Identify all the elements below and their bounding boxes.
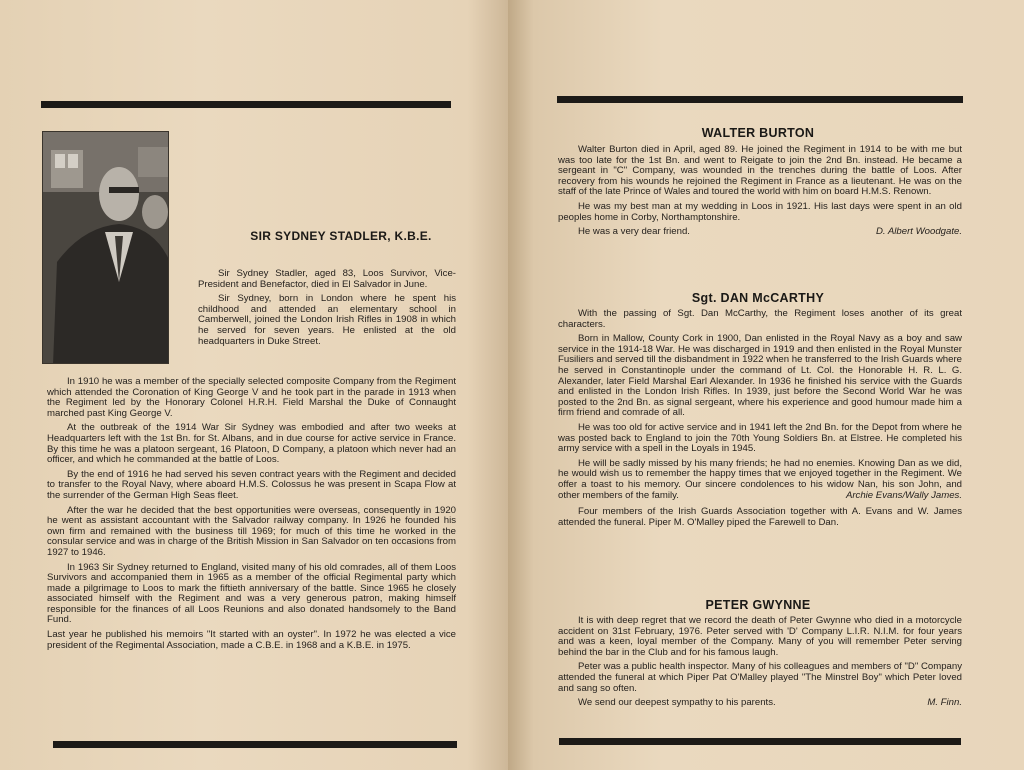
- mccarthy-signature: Archie Evans/Wally James.: [845, 489, 962, 501]
- left-page: [0, 0, 508, 770]
- portrait-illustration: [43, 132, 169, 364]
- paragraph: Peter was a public health inspector. Many of his colleagues and members of "D" Company attended the funeral at which Piper Pat O'Malley played "The Minstrel Boy" which Peter loved and sang so often.: [558, 661, 962, 694]
- stadler-intro-text: [198, 269, 456, 351]
- paragraph: In 1910 he was a member of the specially selected composite Company from the Regiment which attended the Coronation of King George V and he took part in the parade in 1913 when the Regiment led by the Honorary Colonel H.R.H. Field Marshal the Duke of Connaught marched past King George V.: [47, 376, 456, 419]
- stadler-body-text: [47, 377, 456, 655]
- gwynne-closing: We send our deepest sympathy to his parents.: [578, 697, 776, 709]
- top-rule-right: [557, 96, 963, 103]
- paragraph: In 1963 Sir Sydney returned to England, visited many of his old comrades, all of them Loos Survivors and accompanied them in 1965 as a member of the official Regimental party which made a pilgrimage to Loos to mark the fiftieth anniversary of the battle. Since 1965 he closely associated himself with the Regiment and was a very generous patron, making himself responsible for the finances of all Loos Reunions and also donated handsomely to the Band Fund.: [47, 561, 456, 626]
- paragraph: [558, 459, 962, 501]
- bottom-rule-right: [559, 738, 961, 745]
- paragraph: By the end of 1916 he had served his seven contract years with the Regiment and decided to transfer to the Royal Navy, where aboard H.M.S. Colossus he was present in Scapa Flow at the surrender of the German High Seas fleet.: [47, 468, 456, 501]
- burton-text: [558, 145, 962, 242]
- paragraph: Last year he published his memoirs "It started with an oyster". In 1972 he was elected a vice president of the Regimental Association, made a C.B.E. in 1968 and a K.B.E. in 1975.: [47, 629, 456, 651]
- mccarthy-text: [558, 309, 962, 532]
- top-rule-left: [41, 101, 451, 108]
- gwynne-signature: M. Finn.: [927, 697, 962, 709]
- right-page: [508, 0, 1024, 770]
- paragraph: Born in Mallow, County Cork in 1900, Dan enlisted in the Royal Navy as a boy and saw service in the 1914-18 War. He was discharged in 1919 and then enlisted in the Royal Munster Fusiliers and served till the disbandment in 1922 when he transferred to the Irish Guards where he served in Constantinople under the command of Lt. Col. the Honorable H. R. L. G. Alexander, later Field Marshal Earl Alexander. In 1936 he finished his service with the Guards and enlisted in the London Irish Rifles. In 1939, just before the Second World War he was posted to the 2nd Bn. as signal sergeant, where his experience and good humour made him a firm friend and comrade of all.: [558, 333, 962, 419]
- paragraph: Four members of the Irish Guards Association together with A. Evans and W. James attended the funeral. Piper M. O'Malley piped the Farewell to Dan.: [558, 506, 962, 528]
- stadler-heading: SIR SYDNEY STADLER, K.B.E.: [250, 229, 432, 243]
- burton-closing: He was a very dear friend.: [578, 226, 690, 238]
- gwynne-text: [558, 616, 962, 713]
- bottom-rule-left: [53, 741, 457, 748]
- paragraph: [558, 227, 962, 238]
- paragraph: He was my best man at my wedding in Loos in 1921. His last days were spent in an old peoples home in Corby, Northamptonshire.: [558, 200, 962, 223]
- paragraph: [558, 698, 962, 709]
- paragraph: At the outbreak of the 1914 War Sir Sydney was embodied and after two weeks at Headquarters left with the 1st Bn. for St. Albans, and in due course for active service in France. By this time he was a platoon sergeant, 16 Platoon, D Company, a platoon which never had an officer, and which he commanded at the battle of Loos.: [47, 422, 456, 466]
- paragraph: He was too old for active service and in 1941 left the 2nd Bn. for the Depot from where he was posted back to England to join the 70th Young Soldiers Bn. at Elstree. He completed his army service with a spell in the Loyals in 1945.: [558, 421, 962, 455]
- burton-signature: D. Albert Woodgate.: [875, 226, 962, 238]
- mccarthy-tribute: He will be sadly missed by his many friends; he had no enemies. Knowing Dan as we did, he would wish us to remember the happy times that we enjoyed together in the Regiment. We offer a toast to his memory. Our sincere condolences to his widow Nan, his son John, and other members of the family.: [558, 457, 962, 501]
- gwynne-heading: PETER GWYNNE: [705, 598, 811, 612]
- paragraph: Sir Sydney Stadler, aged 83, Loos Survivor, Vice-President and Benefactor, died in El Salvador in June.: [198, 268, 456, 290]
- paragraph: With the passing of Sgt. Dan McCarthy, the Regiment loses another of its great characters.: [558, 308, 962, 330]
- paragraph: After the war he decided that the best opportunities were overseas, consequently in 1920 he went as assistant accountant with the Salvador railway company. In 1926 he founded his own firm and remained with the business till 1969; for much of this time he worked in the consular service and was in charge of the British Mission in San Salvador on ten occasions from 1927 to 1946.: [47, 504, 456, 558]
- paragraph: Walter Burton died in April, aged 89. He joined the Regiment in 1914 to be with me but was too late for the 1st Bn. and went to Reigate to join the 2nd Bn. instead. He became a sergeant in "C" Company, was wounded in the trenches during the battle of Loos. After recovery from his wounds he rejoined the Regiment in France as a lieutenant. He was on the staff of the late Prince of Wales and toured the world with him on board H.M.S. Renown.: [558, 144, 962, 198]
- mccarthy-heading: Sgt. DAN McCARTHY: [691, 291, 825, 305]
- paragraph: It is with deep regret that we record the death of Peter Gwynne who died in a motorcycle accident on 31st February, 1976. Peter served with 'D' Company L.I.R. N.I.M. for four years and was a keen, loyal member of the Company. Many of you will remember Peter serving behind the bar in the Club and for his famous laugh.: [558, 615, 962, 658]
- paragraph: Sir Sydney, born in London where he spent his childhood and attended an elementary school in Camberwell, joined the London Irish Rifles in 1908 in which he served for seven years. He enlisted at the old headquarters in Duke Street.: [198, 293, 456, 347]
- burton-heading: WALTER BURTON: [701, 126, 815, 140]
- portrait-photo: [42, 131, 169, 364]
